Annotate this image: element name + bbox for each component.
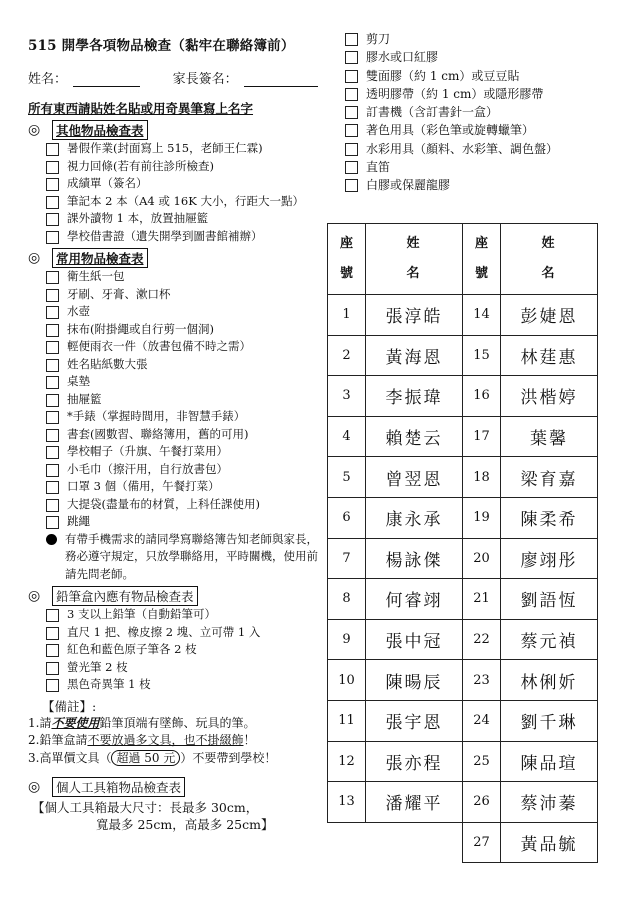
toolbox-size: 【個人工具箱最大尺寸：長最多 30cm， 寬最多 25cm，高最多 25cm】: [32, 800, 274, 832]
remark-line: 3.高單價文具（ 超過 50 元 ）不要帶到學校！: [28, 750, 277, 765]
checklist-item: 課外讀物 1 本，放置抽屜籃: [28, 210, 318, 228]
page-title: 515 開學各項物品檢查（黏牢在聯絡簿前）: [28, 38, 295, 54]
table-row: [328, 376, 598, 417]
seat-number: 24: [463, 700, 501, 741]
checklist-item: 膠水或口紅膠: [345, 48, 635, 66]
left-column: [28, 34, 318, 833]
checkbox[interactable]: [46, 359, 59, 372]
checklist-item: 螢光筆 2 枝: [28, 659, 318, 677]
checklist-item: 學校借書證（遺失開學到圖書館補辦）: [28, 228, 318, 246]
checkbox[interactable]: [46, 446, 59, 459]
double-circle-icon: ◎: [28, 122, 41, 138]
student-name: 張宇恩: [366, 700, 463, 741]
seat-number: 25: [463, 741, 501, 782]
checklist-item: 直笛: [345, 158, 635, 176]
seat-number: 16: [463, 376, 501, 417]
remarks: [28, 715, 318, 768]
table-row: [328, 741, 598, 782]
checkbox[interactable]: [46, 644, 59, 657]
seat-number: 5: [328, 457, 366, 498]
checkbox[interactable]: [345, 88, 358, 101]
seat-number: 9: [328, 619, 366, 660]
section-heading: 個人工具箱物品檢查表: [52, 777, 185, 797]
checkbox[interactable]: [46, 143, 59, 156]
toolbox-item-list: [345, 30, 635, 195]
checklist-item: 視力回條(若有前往診所檢查): [28, 158, 318, 176]
table-row: [328, 579, 598, 620]
checkbox[interactable]: [345, 33, 358, 46]
checklist-item: 直尺 1 把、橡皮擦 2 塊、立可帶 1 入: [28, 624, 318, 642]
seat-number: 14: [463, 295, 501, 336]
parent-signature-field[interactable]: [244, 72, 318, 87]
checklist-item: 桌墊: [28, 373, 318, 391]
seat-number: 21: [463, 579, 501, 620]
student-name: 廖翊彤: [501, 538, 598, 579]
name-header: 姓 名: [501, 224, 598, 295]
student-name: 蔡沛蓁: [501, 782, 598, 823]
student-name: 何睿翊: [366, 579, 463, 620]
student-name: 劉千琳: [501, 700, 598, 741]
student-name: 張亦程: [366, 741, 463, 782]
checkbox[interactable]: [46, 464, 59, 477]
name-label: 姓名：: [28, 72, 68, 87]
seat-number: 13: [328, 782, 366, 823]
student-name: [366, 822, 463, 863]
checklist-item: 姓名貼紙數大張: [28, 356, 318, 374]
section-common-items: [28, 248, 318, 268]
seat-number: 11: [328, 700, 366, 741]
seat-number: 23: [463, 660, 501, 701]
checkbox[interactable]: [345, 143, 358, 156]
table-row: [328, 660, 598, 701]
seat-number: 20: [463, 538, 501, 579]
checkbox[interactable]: [46, 196, 59, 209]
student-name: 林莛惠: [501, 335, 598, 376]
student-name: 曾翌恩: [366, 457, 463, 498]
name-header: 姓 名: [366, 224, 463, 295]
checkbox[interactable]: [345, 179, 358, 192]
checklist-item: 成績單（簽名）: [28, 175, 318, 193]
checklist-item: 牙刷、牙膏、漱口杯: [28, 286, 318, 304]
seat-number: 8: [328, 579, 366, 620]
section-heading: 其他物品檢查表: [52, 120, 148, 140]
table-row: [328, 457, 598, 498]
checklist-item: 紅色和藍色原子筆各 2 枝: [28, 641, 318, 659]
checklist-item: 口罩 3 個（備用，午餐打菜）: [28, 478, 318, 496]
student-name: 楊詠傑: [366, 538, 463, 579]
checkbox[interactable]: [46, 213, 59, 226]
checklist-item: 大提袋(盡量布的材質，上科任課使用): [28, 496, 318, 514]
checklist-item: 3 支以上鉛筆（自動鉛筆可）: [28, 606, 318, 624]
parent-signature-label: 家長簽名：: [172, 72, 238, 87]
checkbox[interactable]: [46, 231, 59, 244]
table-header-row: [328, 224, 598, 295]
checklist-item: 暑假作業(封面寫上 515，老師王仁霖): [28, 140, 318, 158]
section-toolbox: [28, 777, 318, 797]
table-row: [328, 497, 598, 538]
checkbox[interactable]: [46, 481, 59, 494]
checklist-item: 透明膠帶（約 1 cm）或隱形膠帶: [345, 85, 635, 103]
seat-number: 1: [328, 295, 366, 336]
seat-number: 2: [328, 335, 366, 376]
seat-number: 12: [328, 741, 366, 782]
seat-header: 座 號: [463, 224, 501, 295]
remark-line: 1.請不要使用鉛筆頂端有墜飾、玩具的筆。: [28, 715, 256, 730]
checklist-item: 衛生紙一包: [28, 268, 318, 286]
student-name: 蔡元禎: [501, 619, 598, 660]
student-name: 潘耀平: [366, 782, 463, 823]
checklist-item: 書套(國數習、聯絡簿用，舊的可用): [28, 426, 318, 444]
student-name: 葉馨: [501, 416, 598, 457]
checklist-item: 學校帽子（升旗、午餐打菜用）: [28, 443, 318, 461]
checkbox[interactable]: [46, 161, 59, 174]
section-other-items: [28, 120, 318, 140]
student-name: 陳暘辰: [366, 660, 463, 701]
student-name: 李振瑋: [366, 376, 463, 417]
table-row: [328, 416, 598, 457]
table-row: [328, 538, 598, 579]
student-name: 張淳皓: [366, 295, 463, 336]
label-notice: 所有東西請貼姓名貼或用奇異筆寫上名字: [28, 101, 254, 116]
checkbox[interactable]: [46, 306, 59, 319]
checkbox[interactable]: [46, 627, 59, 640]
checkbox[interactable]: [46, 411, 59, 424]
student-name: 陳柔希: [501, 497, 598, 538]
table-row: [328, 295, 598, 336]
name-field[interactable]: [73, 72, 140, 87]
seat-number: 3: [328, 376, 366, 417]
checkbox[interactable]: [345, 106, 358, 119]
table-row: [328, 619, 598, 660]
checklist-item: 白膠或保麗龍膠: [345, 176, 635, 194]
seat-number: 6: [328, 497, 366, 538]
student-name: 張中冠: [366, 619, 463, 660]
seat-number: 17: [463, 416, 501, 457]
checklist-item: 黑色奇異筆 1 枝: [28, 676, 318, 694]
checklist-item: 水彩用具（顏料、水彩筆、調色盤）: [345, 140, 635, 158]
checkbox[interactable]: [46, 499, 59, 512]
seat-number: 18: [463, 457, 501, 498]
seat-number: 26: [463, 782, 501, 823]
table-row: [328, 700, 598, 741]
checklist-item: 抹布(附掛繩或自行剪一個洞): [28, 321, 318, 339]
checkbox[interactable]: [345, 161, 358, 174]
student-name: 黃品毓: [501, 822, 598, 863]
section-pencil-case: [28, 586, 318, 606]
checklist-item: 小毛巾（擦汗用，自行放書包）: [28, 461, 318, 479]
checklist-item: 水壺: [28, 303, 318, 321]
double-circle-icon: ◎: [28, 779, 41, 795]
seat-number: 22: [463, 619, 501, 660]
student-name: 彭婕恩: [501, 295, 598, 336]
seat-number: 27: [463, 822, 501, 863]
table-row: [328, 782, 598, 823]
checklist-item: 筆記本 2 本（A4 或 16K 大小，行距大一點）: [28, 193, 318, 211]
remarks-header: 【備註】:: [42, 698, 97, 714]
checkbox[interactable]: [46, 679, 59, 692]
student-name: 梁育嘉: [501, 457, 598, 498]
checklist-item: 抽屜籃: [28, 391, 318, 409]
checklist-item: 跳繩: [28, 513, 318, 531]
remark-line: 2.鉛筆盒請不要放過多文具，也不掛綴飾！: [28, 733, 256, 747]
checkbox[interactable]: [345, 124, 358, 137]
seat-number: 19: [463, 497, 501, 538]
checkbox[interactable]: [46, 609, 59, 622]
seat-number: 7: [328, 538, 366, 579]
seat-number: [328, 822, 366, 863]
double-circle-icon: ◎: [28, 588, 41, 604]
checkbox[interactable]: [46, 394, 59, 407]
checklist-item: 剪刀: [345, 30, 635, 48]
checklist-item: 輕便雨衣一件（放書包備不時之需）: [28, 338, 318, 356]
seat-number: 10: [328, 660, 366, 701]
student-name: 洪楷婷: [501, 376, 598, 417]
student-name: 林俐妡: [501, 660, 598, 701]
table-row: [328, 822, 598, 863]
section-heading: 鉛筆盒內應有物品檢查表: [52, 586, 198, 606]
checkbox[interactable]: [46, 341, 59, 354]
seat-number: 4: [328, 416, 366, 457]
seat-number: 15: [463, 335, 501, 376]
checklist-item: 著色用具（彩色筆或旋轉蠟筆）: [345, 121, 635, 139]
checkbox[interactable]: [46, 324, 59, 337]
checkbox[interactable]: [46, 376, 59, 389]
checkbox[interactable]: [46, 271, 59, 284]
checklist-item: 雙面膠（約 1 cm）或豆豆貼: [345, 67, 635, 85]
student-name: 劉語恆: [501, 579, 598, 620]
checkbox[interactable]: [46, 429, 59, 442]
checkbox[interactable]: [345, 51, 358, 64]
checkbox[interactable]: [46, 516, 59, 529]
checkbox[interactable]: [46, 178, 59, 191]
student-name: 黃海恩: [366, 335, 463, 376]
checkbox[interactable]: [345, 70, 358, 83]
double-circle-icon: ◎: [28, 250, 41, 266]
signature-fields: [28, 68, 318, 87]
phone-note: 有帶手機需求的請同學寫聯絡簿告知老師與家長，務必遵守規定，只放學聯絡用，平時關機，使用前請先問老師。: [28, 531, 318, 584]
class-roster-table: [327, 223, 598, 863]
section-heading: 常用物品檢查表: [52, 248, 148, 268]
checkbox[interactable]: [46, 662, 59, 675]
table-row: [328, 335, 598, 376]
seat-header: 座 號: [328, 224, 366, 295]
checkbox[interactable]: [46, 289, 59, 302]
student-name: 陳品瑄: [501, 741, 598, 782]
checklist-item: *手錶（掌握時間用，非智慧手錶）: [28, 408, 318, 426]
bullet-dot-icon: [46, 534, 57, 545]
student-name: 康永承: [366, 497, 463, 538]
student-name: 賴楚云: [366, 416, 463, 457]
checklist-item: 訂書機（含訂書針一盒）: [345, 103, 635, 121]
